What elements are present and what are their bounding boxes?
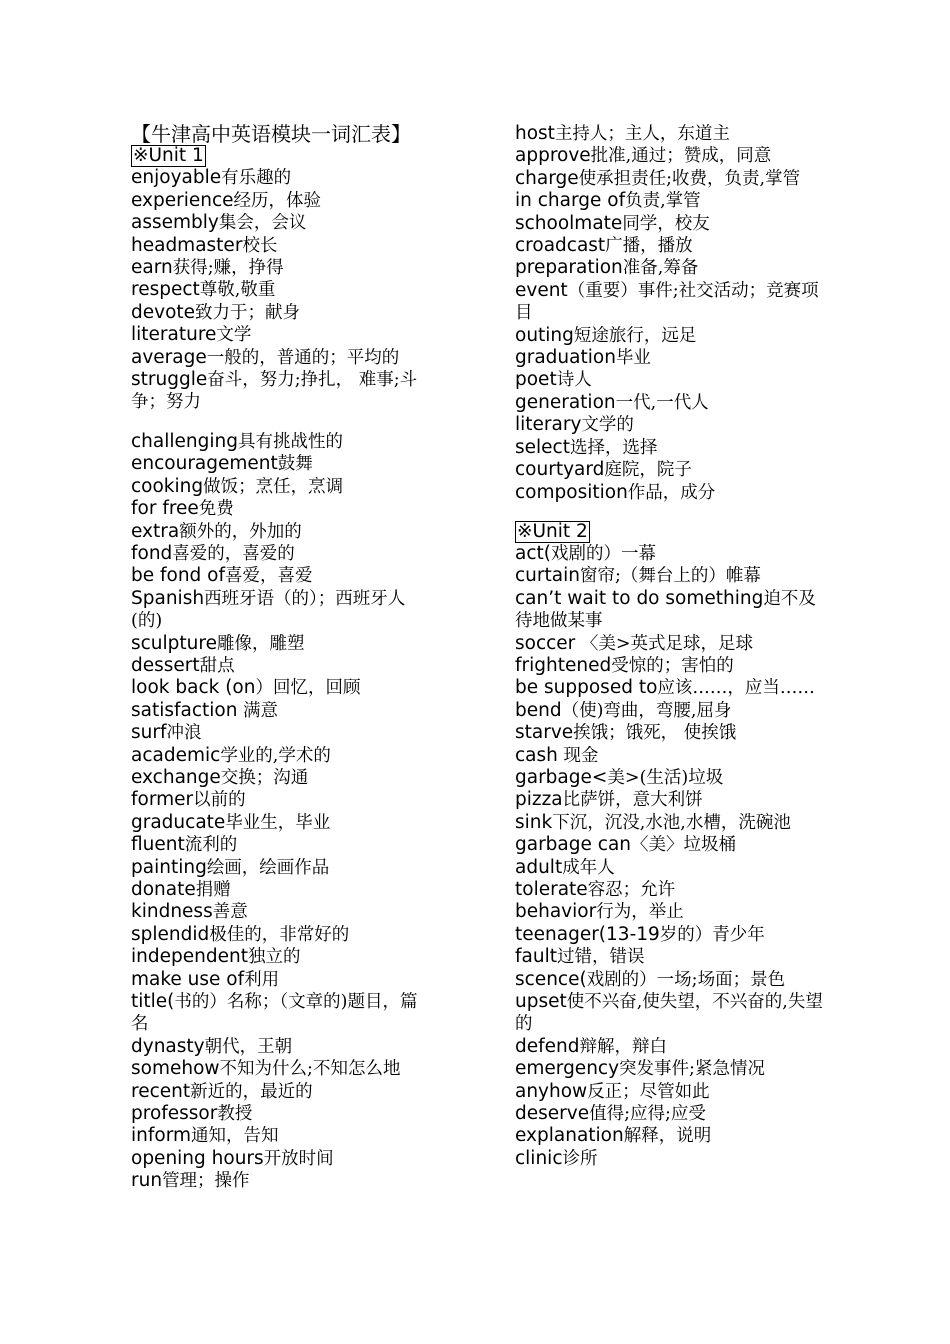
vocab-meaning: 值得;应得;应受	[589, 1104, 706, 1125]
vocab-meaning: 受惊的；害怕的	[611, 655, 734, 676]
vocab-meaning: 免费	[198, 499, 234, 520]
vocab-entry	[131, 677, 431, 699]
vocab-meaning: 不知为什么;不知怎么地	[219, 1059, 401, 1080]
vocab-word: assembly	[131, 212, 219, 234]
vocab-entry	[515, 901, 825, 923]
vocab-meaning: （使)弯曲，弯腰,屈身	[561, 700, 732, 721]
vocab-entry	[131, 431, 431, 453]
vocab-word: somehow	[131, 1058, 220, 1080]
vocab-entry	[515, 722, 825, 744]
vocab-word: experience	[131, 189, 234, 211]
vocab-entry	[515, 1148, 825, 1170]
vocab-list-right-b	[515, 543, 825, 1170]
vocab-entry	[515, 543, 825, 565]
vocab-entry	[131, 1148, 431, 1170]
vocab-entry	[515, 857, 825, 879]
vocab-entry	[131, 369, 431, 414]
vocab-entry	[515, 1036, 825, 1058]
vocab-entry	[515, 812, 825, 834]
vocab-entry	[131, 1125, 431, 1147]
vocab-word: adult	[515, 856, 563, 878]
vocab-word: teenager(13-19	[515, 923, 660, 945]
vocab-meaning: 有乐趣的	[221, 168, 292, 189]
vocab-word: average	[131, 346, 207, 368]
vocab-word: title(	[131, 991, 175, 1013]
vocab-word: schoolmate	[515, 212, 623, 234]
vocab-meaning: 比萨饼，意大利饼	[562, 790, 703, 811]
vocab-entry	[131, 745, 431, 767]
vocab-entry	[515, 369, 825, 391]
vocab-word: challenging	[131, 430, 238, 452]
vocab-meaning: 成年人	[562, 857, 615, 878]
vocab-entry	[515, 789, 825, 811]
vocab-meaning: 一代,一代人	[615, 392, 709, 413]
vocab-word: emergency	[515, 1058, 620, 1080]
vocab-meaning: 批准,通过；赞成，同意	[590, 146, 772, 167]
vocab-entry	[515, 459, 825, 481]
vocab-meaning: 做饭；烹任，烹调	[203, 476, 344, 497]
vocab-entry	[131, 722, 431, 744]
vocab-word: dynasty	[131, 1035, 205, 1057]
vocab-word: act(	[515, 542, 551, 564]
vocab-entry	[131, 767, 431, 789]
vocab-meaning: 毕业	[615, 348, 651, 369]
vocab-meaning: 获得;赚，挣得	[172, 258, 284, 279]
vocab-word: earn	[131, 257, 173, 279]
vocab-entry	[515, 1125, 825, 1147]
vocab-meaning: 满意	[237, 700, 279, 721]
vocab-word: sculpture	[131, 632, 217, 654]
vocab-meaning: 美>(生活)垃圾	[607, 767, 724, 788]
vocab-entry	[131, 302, 431, 324]
vocab-word: exchange	[131, 766, 221, 788]
vocab-meaning: 奋斗，努力;挣扎， 难事;斗争；努力	[131, 370, 418, 413]
vocab-list-right-a	[515, 123, 825, 504]
vocab-entry	[131, 991, 431, 1036]
vocab-meaning: 庭院，院子	[604, 460, 692, 481]
vocab-meaning: 额外的，外加的	[179, 521, 302, 542]
vocab-entry	[131, 655, 431, 677]
vocab-meaning: 一般的，普通的；平均的	[206, 347, 400, 368]
vocab-entry	[131, 901, 431, 923]
vocab-meaning: 〈美>英式足球，足球	[575, 633, 754, 654]
vocab-word: respect	[131, 279, 200, 301]
vocab-word: headmaster	[131, 234, 243, 256]
vocab-meaning: 喜爱的，喜爱的	[172, 543, 295, 564]
vocab-meaning: 作品，成分	[627, 482, 716, 503]
vocab-word: dessert	[131, 654, 200, 676]
vocab-meaning: 戏剧的）一幕	[550, 543, 656, 564]
vocab-meaning: 主持人；主人，东道主	[554, 124, 730, 144]
vocab-entry	[515, 392, 825, 414]
vocab-word: run	[131, 1170, 163, 1192]
unit-2-heading	[515, 521, 825, 543]
vocab-meaning: 以前的	[193, 790, 246, 811]
vocab-word: literary	[515, 414, 582, 436]
unit-2-label: ※Unit 2	[517, 520, 588, 542]
vocab-word: poet	[515, 369, 557, 391]
vocab-entry	[131, 190, 431, 212]
vocab-entry	[131, 324, 431, 346]
vocab-entry	[515, 991, 825, 1036]
vocab-entry	[131, 857, 431, 879]
vocab-entry	[131, 946, 431, 968]
vocab-meaning: 具有挑战性的	[237, 431, 343, 452]
vocab-meaning: 校长	[242, 235, 278, 256]
vocab-entry	[131, 167, 431, 189]
vocab-word: clinic	[515, 1147, 563, 1169]
vocab-meaning: 解释，说明	[623, 1126, 712, 1147]
vocab-entry	[515, 1103, 825, 1125]
vocab-meaning: 行为，举止	[596, 902, 684, 923]
vocab-entry	[131, 588, 431, 633]
spacer	[131, 414, 431, 431]
vocab-meaning: 文学的	[581, 415, 634, 436]
unit-1-label: ※Unit 1	[133, 145, 204, 167]
vocab-word: approve	[515, 145, 591, 167]
vocab-meaning: 书的）名称；（文章的)题目，篇名	[131, 992, 418, 1035]
vocab-word: preparation	[515, 257, 623, 279]
vocab-word: behavior	[515, 901, 597, 923]
vocab-entry	[515, 257, 825, 279]
vocab-meaning: 反正；尽管如此	[587, 1081, 710, 1102]
vocab-word: tolerate	[515, 879, 588, 900]
vocab-entry	[131, 453, 431, 475]
vocab-entry	[515, 969, 825, 991]
vocab-meaning: 利用	[244, 969, 280, 990]
vocab-meaning: 挨饿；饿死， 使挨饿	[573, 723, 737, 744]
vocab-word: look back (on	[131, 677, 256, 699]
vocab-word: deserve	[515, 1103, 590, 1125]
vocab-meaning: 戏剧的）一场;场面；景色	[586, 969, 786, 990]
unit-1-heading	[131, 145, 431, 167]
vocab-entry	[131, 879, 431, 901]
vocab-word: devote	[131, 301, 196, 323]
vocab-word: struggle	[131, 369, 208, 391]
vocab-meaning: 经历，体验	[233, 190, 322, 211]
vocab-word: sink	[515, 811, 553, 833]
vocab-meaning: 迫不及待地做某事	[515, 588, 816, 632]
page-title: 【牛津高中英语模块一词汇表】	[131, 122, 411, 146]
vocab-meaning: 窗帘;（舞台上的）帷幕	[579, 566, 761, 587]
vocab-word: soccer	[515, 632, 576, 654]
vocab-entry	[131, 476, 431, 498]
vocab-entry	[131, 700, 431, 722]
vocab-entry	[131, 565, 431, 587]
vocab-entry	[515, 213, 825, 235]
vocab-word: outing	[515, 324, 574, 346]
vocab-entry	[515, 700, 825, 722]
vocab-word: painting	[131, 856, 207, 878]
vocab-word: fluent	[131, 834, 185, 856]
vocab-word: composition	[515, 481, 628, 503]
vocab-word: explanation	[515, 1125, 624, 1147]
vocab-meaning: 应该……，应当……	[657, 678, 815, 699]
vocab-word: fault	[515, 946, 557, 968]
vocab-entry	[131, 498, 431, 520]
right-column	[515, 123, 825, 1170]
vocab-word: surf	[131, 722, 167, 744]
vocab-meaning: 现金	[557, 745, 599, 766]
vocab-word: anyhow	[515, 1080, 588, 1102]
vocab-word: Spanish	[131, 587, 205, 609]
vocab-word: fond	[131, 542, 173, 564]
vocab-meaning: 尊敬,敬重	[199, 280, 276, 301]
vocab-entry	[515, 437, 825, 459]
vocab-entry	[515, 879, 825, 901]
vocab-word: starve	[515, 722, 574, 744]
vocab-entry	[131, 257, 431, 279]
vocab-entry	[515, 280, 825, 325]
vocab-meaning: 选择，选择	[569, 437, 658, 458]
vocab-word: frightened	[515, 654, 612, 676]
vocab-word: bend	[515, 699, 562, 721]
vocab-entry	[515, 677, 825, 699]
vocab-meaning: 极佳的，非常好的	[209, 924, 350, 945]
vocab-meaning: 喜爱，喜爱	[225, 566, 313, 587]
vocab-meaning: 西班牙语（的）；西班牙人(的)	[131, 588, 406, 632]
vocab-word: graduation	[515, 347, 616, 369]
vocab-meaning: 学业的,学术的	[220, 745, 331, 766]
vocab-entry	[131, 347, 431, 369]
vocab-entry	[131, 812, 431, 834]
vocab-word: academic	[131, 744, 221, 766]
vocab-entry	[515, 347, 825, 369]
vocab-meaning: 下沉，沉没,水池,水槽，洗碗池	[552, 812, 791, 833]
vocab-word: professor	[131, 1103, 218, 1125]
vocab-meaning: 负责,掌管	[625, 191, 701, 212]
vocab-entry	[515, 1081, 825, 1103]
vocab-entry	[131, 834, 431, 856]
vocab-meaning: 辩解，辩白	[579, 1036, 667, 1057]
vocab-meaning: 善意	[212, 902, 248, 923]
vocab-meaning: 教授	[217, 1104, 253, 1125]
vocab-entry	[515, 588, 825, 633]
vocab-word: event	[515, 279, 568, 301]
vocab-word: graducate	[131, 811, 226, 833]
vocab-meaning: 过错，错误	[556, 947, 645, 968]
vocab-entry	[515, 946, 825, 968]
spacer	[515, 504, 825, 521]
vocab-meaning: 准备,筹备	[622, 258, 699, 279]
vocab-word: opening hours	[131, 1147, 264, 1169]
vocab-meaning: 交换；沟通	[220, 767, 309, 788]
vocab-entry	[131, 1170, 431, 1192]
vocab-word: extra	[131, 520, 180, 542]
vocab-meaning: 朝代，王朝	[204, 1036, 293, 1057]
vocab-meaning: 鼓舞	[277, 454, 313, 475]
vocab-entry	[515, 767, 825, 789]
vocab-entry	[515, 168, 825, 190]
left-column	[131, 123, 431, 1193]
vocab-list-left-a	[131, 167, 431, 413]
vocab-meaning: 突发事件;紧急情况	[619, 1059, 765, 1080]
vocab-entry	[515, 924, 825, 946]
vocab-meaning: 集会，会议	[218, 213, 307, 234]
vocab-word: independent	[131, 946, 248, 968]
vocab-word: garbage can	[515, 834, 632, 856]
vocab-entry	[515, 633, 825, 655]
vocab-meaning: （重要）事件;社交活动；竞赛项目	[515, 280, 819, 324]
vocab-word: encouragement	[131, 453, 278, 475]
vocab-entry	[515, 745, 825, 767]
vocab-entry	[131, 633, 431, 655]
vocab-entry	[131, 1103, 431, 1125]
vocab-entry	[131, 1081, 431, 1103]
vocab-word: cooking	[131, 475, 204, 497]
vocab-list-left-b	[131, 431, 431, 1193]
vocab-word: in charge of	[515, 190, 626, 212]
vocab-meaning: 诊所	[562, 1148, 598, 1169]
vocab-word: host	[515, 123, 555, 144]
vocab-entry	[131, 212, 431, 234]
vocab-entry	[515, 565, 825, 587]
vocab-word: croadcast	[515, 235, 606, 257]
vocab-word: upset	[515, 991, 567, 1013]
vocab-word: donate	[131, 879, 196, 900]
vocab-word: can’t wait to do something	[515, 587, 764, 609]
vocab-meaning: 管理；操作	[162, 1171, 250, 1192]
vocab-entry	[515, 414, 825, 436]
vocab-meaning: 捐赠	[195, 880, 231, 900]
vocab-meaning: 冲浪	[166, 723, 202, 744]
vocab-meaning: 短途旅行，远足	[573, 325, 697, 346]
vocab-meaning: 岁的）青少年	[659, 924, 765, 945]
vocab-word: scence(	[515, 968, 587, 990]
vocab-word: garbage<	[515, 766, 608, 788]
vocab-meaning: 〈美〉垃圾桶	[631, 835, 737, 856]
vocab-word: satisfaction	[131, 699, 238, 721]
vocab-meaning: 雕像，雕塑	[216, 633, 305, 654]
vocab-word: be fond of	[131, 565, 226, 587]
vocab-meaning: 绘画，绘画作品	[206, 857, 330, 878]
vocab-meaning: 诗人	[556, 370, 592, 391]
vocab-word: enjoyable	[131, 167, 222, 189]
vocab-meaning: 使不兴奋,使失望，不兴奋的,失望的	[515, 992, 823, 1035]
vocab-meaning: 独立的	[247, 947, 301, 968]
vocab-entry	[131, 924, 431, 946]
vocab-meaning: 新近的，最近的	[190, 1081, 313, 1102]
vocab-word: cash	[515, 744, 558, 766]
vocab-word: curtain	[515, 565, 580, 587]
vocab-word: be supposed to	[515, 677, 658, 699]
vocab-entry	[131, 1058, 431, 1080]
vocab-entry	[131, 1036, 431, 1058]
vocab-entry	[131, 521, 431, 543]
vocab-entry	[515, 834, 825, 856]
vocab-entry	[131, 543, 431, 565]
vocab-entry	[515, 123, 825, 145]
vocab-word: generation	[515, 391, 616, 413]
vocab-entry	[515, 482, 825, 504]
vocab-word: charge	[515, 167, 579, 189]
vocab-meaning: 使承担责任;收费，负责,掌管	[578, 168, 801, 189]
vocab-entry	[515, 235, 825, 257]
vocab-meaning: 通知，告知	[191, 1126, 279, 1147]
vocab-entry	[515, 190, 825, 212]
vocab-word: inform	[131, 1125, 191, 1147]
vocab-word: pizza	[515, 789, 563, 811]
vocab-meaning: ）回忆，回顾	[255, 678, 361, 699]
vocab-word: defend	[515, 1035, 580, 1057]
vocab-meaning: 文学	[216, 325, 252, 346]
vocab-meaning: 广播，播放	[605, 236, 693, 257]
vocab-meaning: 毕业生，毕业	[225, 812, 331, 833]
vocab-entry	[515, 1058, 825, 1080]
vocab-meaning: 开放时间	[263, 1148, 334, 1169]
vocab-meaning: 容忍；允许	[587, 880, 676, 900]
vocab-meaning: 致力于；献身	[195, 302, 301, 323]
vocab-word: literature	[131, 324, 217, 346]
vocab-meaning: 同学，校友	[622, 213, 710, 234]
vocab-entry	[131, 235, 431, 257]
vocab-word: courtyard	[515, 459, 605, 481]
vocab-word: for free	[131, 498, 199, 520]
vocab-entry	[131, 279, 431, 301]
vocab-word: kindness	[131, 901, 213, 923]
vocab-word: recent	[131, 1080, 191, 1102]
vocab-meaning: 流利的	[184, 835, 238, 856]
vocab-word: make use of	[131, 968, 245, 990]
vocab-word: select	[515, 436, 570, 458]
vocab-word: former	[131, 789, 194, 811]
vocab-meaning: 甜点	[199, 655, 235, 676]
vocab-word: splendid	[131, 923, 210, 945]
vocab-entry	[515, 145, 825, 167]
vocab-entry	[131, 789, 431, 811]
vocab-entry	[515, 655, 825, 677]
vocab-entry	[515, 325, 825, 347]
vocab-entry	[131, 969, 431, 991]
